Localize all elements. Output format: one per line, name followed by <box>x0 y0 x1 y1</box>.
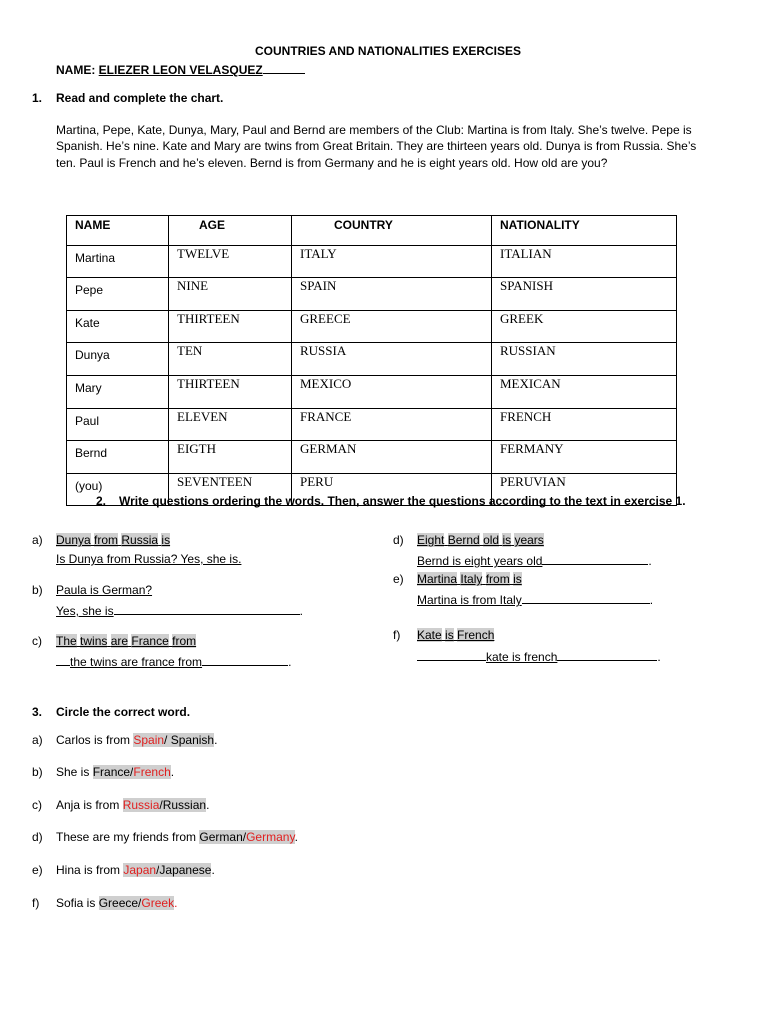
word-chip: are <box>110 634 129 648</box>
cell-country: PERU <box>292 473 492 506</box>
option[interactable]: France <box>92 765 131 779</box>
option[interactable]: German <box>199 830 243 844</box>
cell-name: Dunya <box>67 343 169 376</box>
table-row <box>67 408 677 441</box>
cell-country: GERMAN <box>292 441 492 474</box>
word-chip: years <box>514 533 544 547</box>
student-name: ELIEZER LEON VELASQUEZ <box>98 63 263 77</box>
correct-option[interactable]: Germany <box>246 830 295 844</box>
word-chip: Kate <box>417 628 442 642</box>
section2-heading: Write questions ordering the words. Then, answer the questions according to the text in exercise 1. <box>119 494 686 508</box>
item-b-prompt: Paula is German? <box>56 583 153 597</box>
item-c-answer-line <box>56 653 291 669</box>
item-3b-sentence: She is France/French. <box>56 765 175 779</box>
table-row <box>67 245 677 278</box>
cell-nationality: MEXICAN <box>492 375 677 408</box>
cell-age: TEN <box>169 343 292 376</box>
word-chip: twins <box>80 634 108 648</box>
cell-nationality: SPANISH <box>492 278 677 311</box>
word-chip: is <box>445 628 454 642</box>
item-e-words <box>417 572 522 586</box>
cell-name: Pepe <box>67 278 169 311</box>
answer-blank-line <box>202 653 288 666</box>
option[interactable]: Spanish <box>170 733 215 747</box>
cell-nationality: FERMANY <box>492 441 677 474</box>
option[interactable]: Russian <box>162 798 207 812</box>
word-chip: is <box>502 533 512 547</box>
word-chip: is <box>513 572 522 586</box>
correct-option[interactable]: Greek <box>141 896 175 910</box>
item-f-answer: kate is french <box>486 650 558 664</box>
option-separator: / <box>164 733 171 747</box>
section1-heading: Read and complete the chart. <box>56 91 224 105</box>
word-chip: from <box>485 572 510 586</box>
name-label: NAME: <box>56 63 96 77</box>
item-a-label: a) <box>32 533 43 547</box>
item-f-answer-line <box>417 648 661 664</box>
header-nationality: NATIONALITY <box>492 216 677 246</box>
cell-age: THIRTEEN <box>169 310 292 343</box>
item-a-answer: Is Dunya from Russia? Yes, she is. <box>56 552 242 566</box>
student-name-line <box>56 62 305 77</box>
correct-option[interactable]: Russia <box>122 798 160 812</box>
table-row <box>67 278 677 311</box>
correct-option[interactable]: French <box>133 765 171 779</box>
answer-blank-line <box>542 552 648 565</box>
item-c-words <box>56 634 196 648</box>
option[interactable]: Greece <box>98 896 139 910</box>
item-f-label: f) <box>393 628 401 642</box>
word-chip: Italy <box>460 572 483 586</box>
option-separator: / <box>138 896 142 910</box>
item-d-answer-line <box>417 552 652 568</box>
item-c-answer: the twins are france from <box>70 655 203 669</box>
cell-age: SEVENTEEN <box>169 473 292 506</box>
cell-age: THIRTEEN <box>169 375 292 408</box>
cell-name: Mary <box>67 375 169 408</box>
item-d-label: d) <box>393 533 404 547</box>
item-f-words <box>417 628 494 642</box>
item-f-period: . <box>657 650 661 664</box>
table-row <box>67 310 677 343</box>
item-d-period: . <box>648 554 652 568</box>
item-c-period: . <box>288 655 292 669</box>
option-separator: / <box>130 765 134 779</box>
item-3a-label: a) <box>32 733 43 747</box>
item-e-answer-line <box>417 591 653 607</box>
item-e-period: . <box>649 593 654 607</box>
item-b-answer: Yes, she is <box>56 604 114 618</box>
word-chip: France <box>131 634 169 648</box>
item-3c-label: c) <box>32 798 42 812</box>
item-3e-label: e) <box>32 863 43 877</box>
answer-blank-line <box>557 648 657 661</box>
word-chip: Martina <box>417 572 458 586</box>
cell-name: Paul <box>67 408 169 441</box>
option-separator: / <box>156 863 160 877</box>
correct-option[interactable]: Spain <box>133 733 165 747</box>
cell-age: TWELVE <box>169 245 292 278</box>
item-a-words <box>56 533 170 547</box>
page-title: COUNTRIES AND NATIONALITIES EXERCISES <box>254 44 522 58</box>
table-row <box>67 343 677 376</box>
item-3a-sentence: Carlos is from Spain/ Spanish. <box>56 733 218 747</box>
cell-country: ITALY <box>292 245 492 278</box>
answer-blank-line <box>522 591 650 604</box>
answer-blank-line <box>56 653 70 666</box>
word-chip: Russia <box>121 533 159 547</box>
item-b-label: b) <box>32 583 43 597</box>
option-separator: / <box>242 830 247 844</box>
cell-nationality: GREEK <box>492 310 677 343</box>
cell-age: EIGTH <box>169 441 292 474</box>
cell-nationality: ITALIAN <box>492 245 677 278</box>
item-c-label: c) <box>32 634 42 648</box>
nationalities-table <box>66 215 677 506</box>
word-chip: French <box>457 628 495 642</box>
table-row <box>67 441 677 474</box>
cell-age: ELEVEN <box>169 408 292 441</box>
word-chip: from <box>94 533 119 547</box>
item-3c-sentence: Anja is from Russia/Russian. <box>56 798 210 812</box>
header-name: NAME <box>67 216 169 246</box>
word-chip: old <box>483 533 500 547</box>
cell-name: Martina <box>67 245 169 278</box>
cell-name: (you) <box>67 473 169 506</box>
header-age: AGE <box>169 216 292 246</box>
item-3f-label: f) <box>32 896 40 910</box>
cell-age: NINE <box>169 278 292 311</box>
item-e-label: e) <box>393 572 404 586</box>
item-3f-sentence: Sofia is Greece/Greek. <box>56 896 178 910</box>
item-3d-sentence: These are my friends from German/Germany. <box>56 830 298 844</box>
item-3e-sentence: Hina is from Japan/Japanese. <box>56 863 215 877</box>
cell-nationality: PERUVIAN <box>492 473 677 506</box>
word-chip: is <box>161 533 171 547</box>
correct-option[interactable]: Japan <box>123 863 157 877</box>
section3-heading: Circle the correct word. <box>56 705 191 719</box>
cell-name: Kate <box>67 310 169 343</box>
word-chip: from <box>172 634 197 648</box>
cell-country: GREECE <box>292 310 492 343</box>
item-d-words <box>417 533 544 547</box>
table-row <box>67 375 677 408</box>
cell-name: Bernd <box>67 441 169 474</box>
word-chip: Eight <box>417 533 445 547</box>
item-3b-label: b) <box>32 765 43 779</box>
option[interactable]: Japanese <box>159 863 212 877</box>
table-header-row <box>67 216 677 246</box>
cell-country: SPAIN <box>292 278 492 311</box>
item-b-answer-line <box>56 602 303 618</box>
cell-nationality: RUSSIAN <box>492 343 677 376</box>
cell-nationality: FRENCH <box>492 408 677 441</box>
item-3d-label: d) <box>32 830 43 844</box>
section1-number: 1. <box>32 91 43 105</box>
section3-number: 3. <box>32 705 43 719</box>
option-separator: / <box>159 798 163 812</box>
answer-blank-line <box>417 648 486 661</box>
item-b-period: . <box>299 604 303 618</box>
cell-country: FRANCE <box>292 408 492 441</box>
section2-number: 2. <box>96 494 107 508</box>
item-e-answer: Martina is from Italy <box>417 593 522 607</box>
name-blank-line <box>263 62 305 74</box>
word-chip: The <box>56 634 77 648</box>
word-chip: Bernd <box>447 533 480 547</box>
header-country: COUNTRY <box>292 216 492 246</box>
section1-paragraph: Martina, Pepe, Kate, Dunya, Mary, Paul and Bernd are members of the Club: Martina is from Italy. She’s twelve. Pepe is Spanish. He’s nine. Kate and Mary are twins from Great Britain. They are thirteen years old. Dunya is from Russia. She’s ten. Paul is French and he’s eleven. Bernd is from Germany and he is eight years old. How old are you? <box>56 123 697 170</box>
cell-country: RUSSIA <box>292 343 492 376</box>
answer-blank-line <box>114 602 300 615</box>
item-d-answer: Bernd is eight years old <box>417 554 543 568</box>
cell-country: MEXICO <box>292 375 492 408</box>
word-chip: Dunya <box>56 533 91 547</box>
